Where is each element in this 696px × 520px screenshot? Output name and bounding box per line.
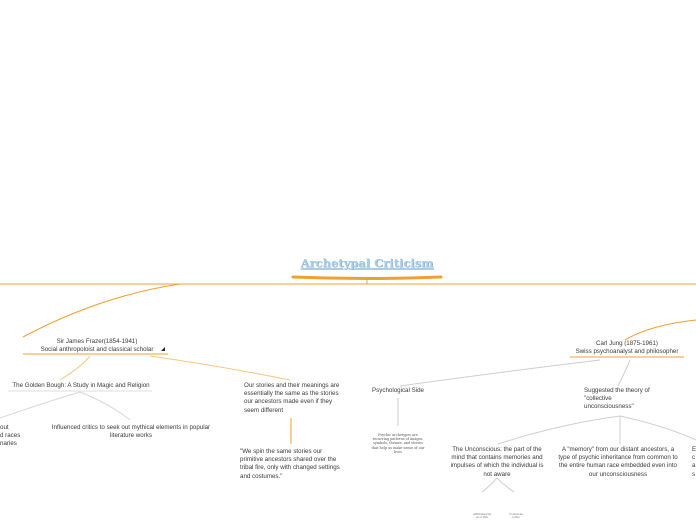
connector-right-partial [620,416,696,440]
triangle-collapse-icon[interactable] [161,347,165,351]
topic-collective[interactable] [584,387,664,412]
memory-line-1: A "memory" from our distant ancestors, a [561,446,675,453]
connector-stories [150,356,290,380]
connector-collective [618,360,630,386]
topic-unconscious[interactable] [448,446,546,479]
right-partial-line-4: s [692,470,696,478]
topic-right-partial[interactable] [692,446,696,479]
tiny-b-line-2: is the [512,516,520,520]
unconscious-line-3: impulses of which the individual is [450,462,544,470]
influenced-line-1: Influenced critics to seek out mythical elements in popular [51,424,211,431]
connector-psych-side [400,360,600,386]
topic-psych-side[interactable]: Psychological Side [372,387,424,394]
topic-quote[interactable] [240,448,350,481]
psych-note-line-1: Psychic archetypes are [378,433,418,437]
collective-line-3: unconsciousness" [584,403,634,411]
jung-role: Swiss psychoanalyst and philosopher [575,348,679,356]
right-partial-line-2: c [692,454,696,462]
memory-line-4: our unconsciousness [588,470,648,478]
topic-stories[interactable] [244,382,346,415]
frazer-role: Social anthropoloist and classical scholar [40,346,154,354]
topic-tiny-a[interactable] [466,513,498,519]
connector-left-partial [0,392,80,418]
unconscious-line-4: not aware [483,470,511,478]
stories-line-3: our ancestors made even if they [244,398,333,406]
topic-memory[interactable] [556,446,680,479]
tiny-a-line-1: Attributed fal [473,513,491,516]
influenced-line-2: literature works [110,432,152,440]
psych-note-line-4: that help us make sense of our [371,445,425,450]
tiny-a-line-2: ss of this [476,516,488,520]
connector-influenced [80,392,130,420]
collective-line-2: "collective [584,395,612,403]
central-topic-title[interactable]: Archetypal Criticism [300,256,434,270]
frazer-branch-line [23,284,180,337]
quote-line-3: tribal fire, only with changed settings [240,464,340,472]
left-partial-line-3: naries [0,440,17,448]
psych-note-line-3: symbols, themes, and stories [373,441,423,446]
unconscious-line-1: The Unconscious: the part of the [452,446,542,453]
right-partial-line-3: a [692,462,696,470]
topic-frazer[interactable] [23,338,171,354]
connector-tiny-b [497,478,514,492]
left-partial-line-2: d races [0,432,21,440]
jung-branch-line [625,320,696,340]
memory-line-3: the entire human race embedded even into [559,462,677,470]
stories-line-2: essentially the same as the stories [244,390,339,398]
psych-note-line-2: recurring patterns of images, [372,437,424,442]
frazer-name: Sir James Frazer(1854-1941) [56,338,138,345]
topic-psych-note[interactable] [366,433,430,454]
memory-line-2: type of psychic inheritance from common to [558,454,678,462]
topic-left-partial[interactable] [0,424,22,449]
tiny-b-line-1: Conscious [509,513,523,516]
collective-line-1: Suggested the theory of [584,387,650,394]
topic-golden-bough[interactable]: The Golden Bough: A Study in Magic and Religion [12,382,150,389]
connector-tiny-a [482,478,497,492]
topic-jung[interactable] [570,340,684,356]
quote-line-1: "We spin the same stories our [240,448,323,455]
quote-line-4: and costumes." [240,472,283,480]
connector-golden-bough [60,356,90,380]
left-partial-line-1: out [0,424,9,431]
jung-name: Carl Jung (1875-1961) [596,340,658,347]
stories-line-4: seem different [244,406,284,414]
topic-tiny-b[interactable] [502,513,530,519]
stories-line-1: Our stories and their meanings are [244,382,340,389]
quote-line-2: primitive ancestors shared over the [240,456,337,464]
right-partial-line-1: E [692,446,696,453]
psych-note-line-5: lives [394,449,402,454]
connector-unconscious [498,416,620,444]
unconscious-line-2: mind that contains memories and [451,454,543,462]
title-underline [293,277,441,279]
topic-influenced[interactable] [47,424,215,440]
